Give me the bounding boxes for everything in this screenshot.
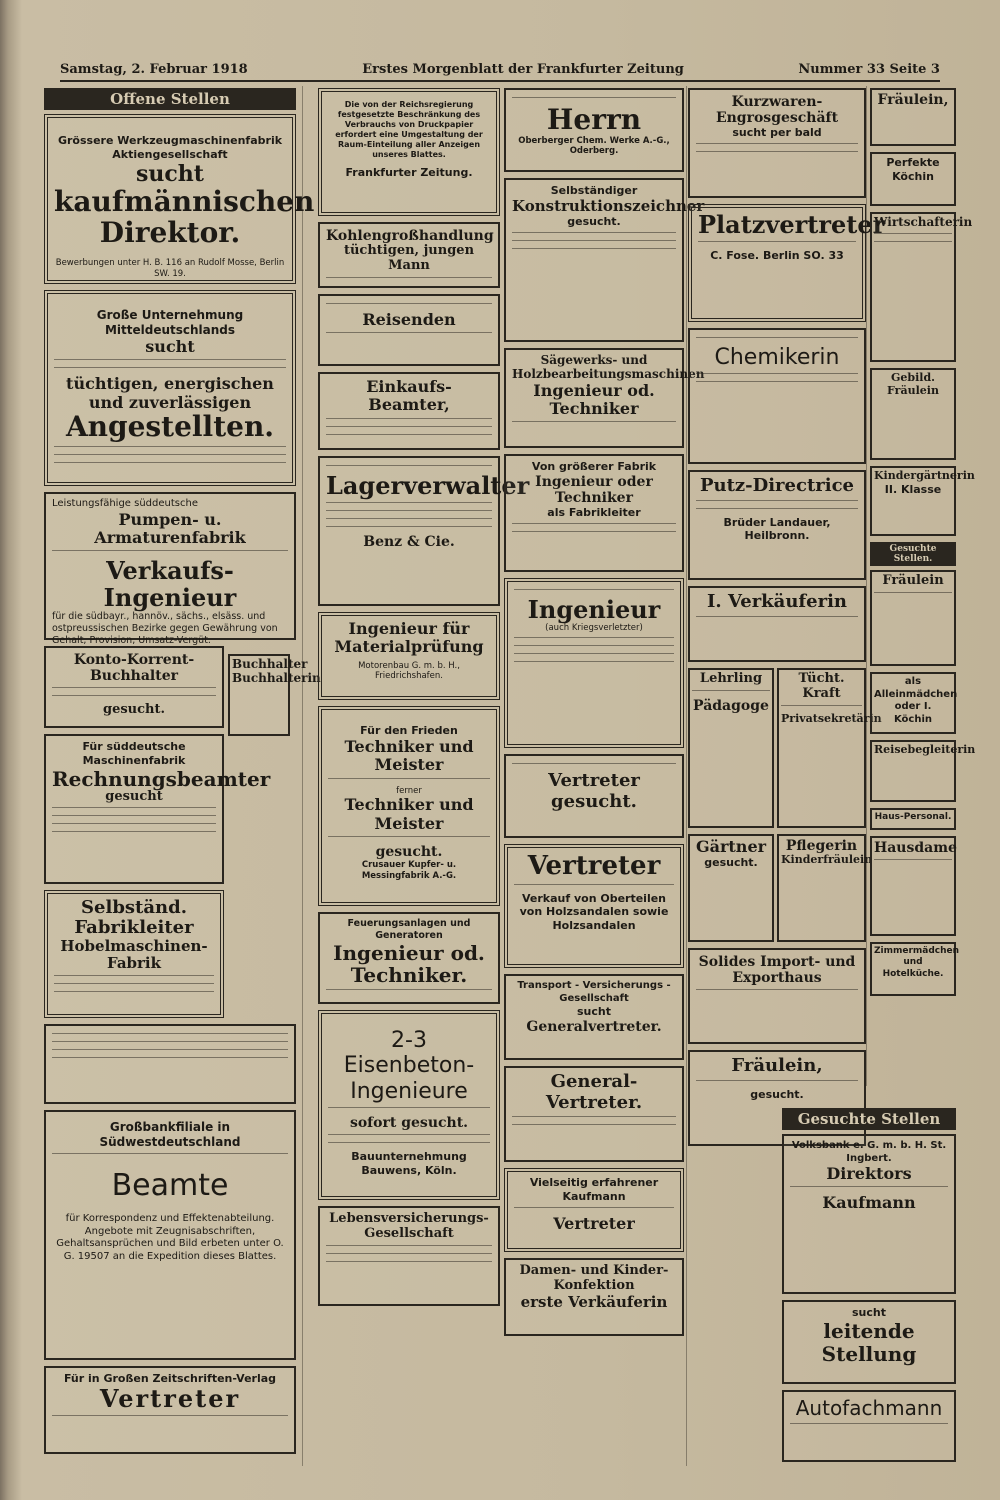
ad-gaertner: Gärtner gesucht. <box>688 834 774 942</box>
header-paper: Erstes Morgenblatt der Frankfurter Zeitung <box>362 61 684 77</box>
ad-angestellten: Große Unternehmung Mitteldeutschlands sucht tüchtigen, energischen und zuverlässigen Angestellten. <box>44 290 296 486</box>
ad-saegewerks: Sägewerks- und Holzbearbeitungsmaschinen Ingenieur od. Techniker <box>504 348 684 448</box>
ad-gebild-fraeulein: Gebild. Fräulein <box>870 368 956 460</box>
column-3 <box>318 88 530 1312</box>
ad-lagerverwalter: Lagerverwalter Benz & Cie. <box>318 456 500 606</box>
ad-ingenieur-kriegsverletzter: Ingenieur (auch Kriegsverletzter) <box>504 578 684 748</box>
ad-vertreter-gesucht: Vertreter gesucht. <box>504 754 684 838</box>
ad-fabrikleiter-ingenieur: Von größerer Fabrik Ingenieur oder Techniker als Fabrikleiter <box>504 454 684 572</box>
section-banner-offene-stellen: Offene Stellen <box>44 88 296 110</box>
banner-gesuchte-stellen-small: Gesuchte Stellen. <box>870 542 956 566</box>
ad-vertreter-holzsandalen: Vertreter Verkauf von Oberteilen von Holzsandalen sowie Holzsandalen <box>504 844 684 968</box>
column-rule <box>302 86 303 1466</box>
header-date: Samstag, 2. Februar 1918 <box>60 61 248 77</box>
ad-fraeulein-col5: Fräulein, gesucht. <box>688 1050 866 1146</box>
ad-kaufmann <box>44 1024 296 1104</box>
ad-tuecht-kraft: Tücht. Kraft Privatsekretärin <box>777 668 866 828</box>
ad-techniker-meister: Für den Frieden Techniker und Meister ferner Techniker und Meister gesucht. Crusauer Kupfer- u. Messingfabrik A.-G. <box>318 706 500 906</box>
ad-kindergaertnerin: Kindergärtnerin II. Klasse <box>870 466 956 536</box>
ad-zeitschriften-vertreter: Für in Großen Zeitschriften-Verlag Vertreter <box>44 1366 296 1454</box>
column-1 <box>44 88 315 1460</box>
ad-reisebegleiterin: Reisebegleiterin <box>870 740 956 802</box>
page-header <box>60 58 940 82</box>
ad-fabrikleiter: Selbständ. Fabrikleiter Hobelmaschinen-Fabrik <box>44 890 224 1018</box>
header-number-page: Nummer 33 Seite 3 <box>798 61 940 77</box>
ad-direktor: Grössere Werkzeugmaschinenfabrik Aktiengesellschaft sucht kaufmännischen Direktor. Bewerbungen unter H. B. 116 an Rudolf Mosse, Berlin SW. 19. <box>44 114 296 284</box>
ad-herrn: Herrn Oberberger Chem. Werke A.-G., Oderberg. <box>504 88 684 172</box>
ad-autofachmann: Autofachmann <box>782 1390 956 1462</box>
ad-feuerungsanlagen: Feuerungsanlagen und Generatoren Ingenieur od. Techniker. <box>318 912 500 1004</box>
column-rule <box>686 86 687 1466</box>
ad-verkaeuferin: I. Verkäuferin <box>688 586 866 662</box>
ad-materialpruefung: Ingenieur für Materialprüfung Motorenbau G. m. b. H., Friedrichshafen. <box>318 612 500 700</box>
ad-einkaufs-beamter: Einkaufs-Beamter, <box>318 372 500 450</box>
column-6 <box>870 88 976 1002</box>
ad-konfektion: Damen- und Kinder-Konfektion erste Verkäuferin <box>504 1258 684 1336</box>
ad-eisenbeton-ingenieure: 2-3 Eisenbeton-Ingenieure sofort gesucht. Bauunternehmung Bauwens, Köln. <box>318 1010 500 1200</box>
ad-leitende-stellung: sucht leitende Stellung <box>782 1300 956 1384</box>
ad-konstruktionszeichner: Selbständiger Konstruktionszeichner gesucht. <box>504 178 684 342</box>
ad-reisenden: Reisenden <box>318 294 500 366</box>
ad-putz-directrice: Putz-Directrice Brüder Landauer, Heilbronn. <box>688 470 866 580</box>
ad-rechnungsbeamter: Für süddeutsche Maschinenfabrik Rechnungsbeamter gesucht <box>44 734 224 884</box>
column-4 <box>504 88 705 1342</box>
ad-zimmermaedchen: Zimmermädchen und Hotelküche. <box>870 942 956 996</box>
ad-platzvertreter: Platzvertreter C. Fose. Berlin SO. 33 <box>688 204 866 322</box>
ad-lehrling: Lehrling Pädagoge <box>688 668 774 828</box>
ad-buchhalter: Buchhalter Buchhalterin <box>228 654 290 736</box>
ad-alleinmaedchen: als Alleinmädchen oder I. Köchin <box>870 672 956 734</box>
ad-volksbank: Volksbank e. G. m. b. H. St. Ingbert. Direktors Kaufmann <box>782 1134 956 1294</box>
ad-fraeulein-col6: Fräulein, <box>870 88 956 146</box>
ad-kaufmann-vertreter: Vielseitig erfahrener Kaufmann Vertreter <box>504 1168 684 1252</box>
bottom-right-section <box>782 1108 956 1468</box>
ad-pflegerin: Pflegerin Kinderfräulein <box>777 834 866 942</box>
ad-kohlengrosshandlung: Kohlengroßhandlung tüchtigen, jungen Mann <box>318 222 500 288</box>
ad-hausdame: Hausdame <box>870 836 956 936</box>
ad-general-vertreter: General-Vertreter. <box>504 1066 684 1162</box>
ad-haus-personal: Haus-Personal. <box>870 808 956 830</box>
ad-beamte: Großbankfiliale in Südwestdeutschland Beamte für Korrespondenz und Effektenabteilung. Angebote mit Zeugnisabschriften, Gehaltsansprüchen und Bild erbeten unter O. G. 19507 an die Expedition dieses Blattes. <box>44 1110 296 1360</box>
ad-perfekte-koechin: Perfekte Köchin <box>870 152 956 206</box>
ad-verkaufs-ingenieur: Leistungsfähige süddeutsche Pumpen- u. Armaturenfabrik Verkaufs-Ingenieur für die südbayr., hannöv., sächs., elsäss. und ostpreussischen Bezirke gegen Gewährung von Gehalt, Provision, Umsatz-Vergüt. <box>44 492 296 640</box>
ad-generalvertreter: Transport - Versicherungs - Gesellschaft sucht Generalvertreter. <box>504 974 684 1060</box>
ad-lebensversicherung: Lebensversicherungs-Gesellschaft <box>318 1206 500 1306</box>
column-rule <box>866 86 867 1086</box>
ad-wirtschafterin: Wirtschafterin <box>870 212 956 362</box>
ad-import-export: Solides Import- und Exporthaus <box>688 948 866 1044</box>
ad-reichsregierung-notice: Die von der Reichsregierung festgesetzte Beschränkung des Verbrauchs von Druckpapier erfordert eine Umgestaltung der Raum-Einteilung aller Anzeigen unseres Blattes. Frankfurter Zeitung. <box>318 88 500 216</box>
ad-konto-korrent-buchhalter: Konto-Korrent-Buchhalter gesucht. <box>44 646 224 728</box>
banner-gesuchte-stellen: Gesuchte Stellen <box>782 1108 956 1130</box>
ad-chemikerin: Chemikerin <box>688 328 866 464</box>
ad-kurzwaren: Kurzwaren-Engrosgeschäft sucht per bald <box>688 88 866 198</box>
ad-fraeulein-gesucht: Fräulein <box>870 570 956 666</box>
